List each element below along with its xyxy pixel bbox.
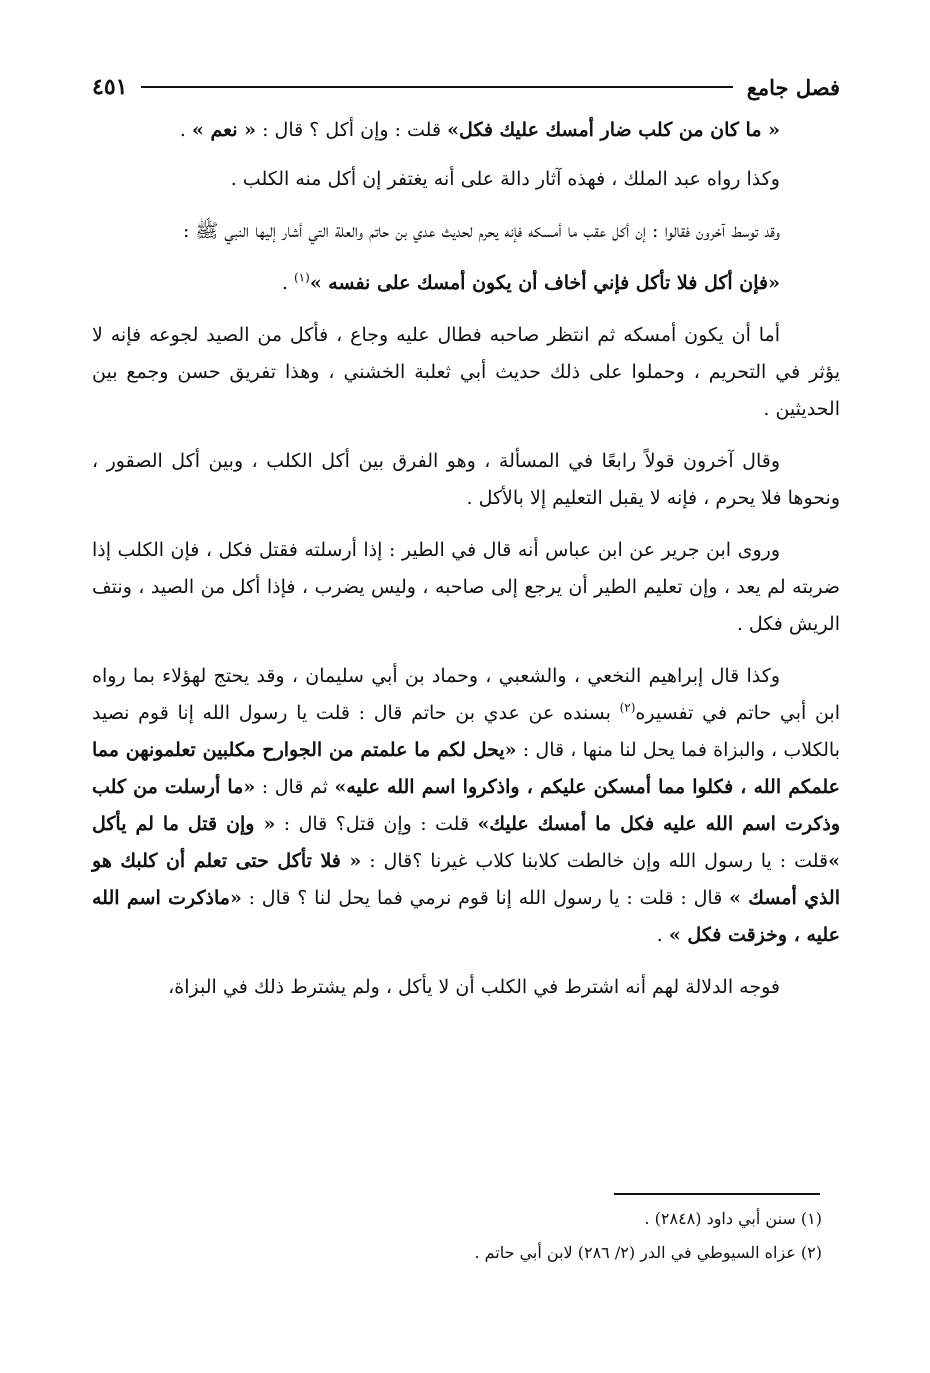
text-run: قال : قلت : يا رسول الله إنا قوم نرمي فما يحل لنا ؟ قال :	[241, 887, 730, 909]
text-run: .	[281, 272, 294, 294]
text-run: قلت : وإن قتل؟ قال :	[275, 813, 478, 835]
hadith-quote: «يحل لكم ما علمتم من الجوارح مكلبين تعلمونهن مما علمكم الله ، فكلوا مما أمسكن عليكم ، واذكروا اسم الله عليه»	[92, 739, 840, 798]
paragraph-2: وكذا رواه عبد الملك ، فهذه آثار دالة على أنه يغتفر إن أكل منه الكلب .	[230, 168, 780, 190]
header-rule	[141, 86, 732, 88]
paragraph-3: وقد توسط آخرون فقالوا : إن أكل عقب ما أمسكه فإنه يحرم لحديث عدي بن حاتم والعلة التي أشار إليها النبي ﷺ :	[182, 220, 780, 242]
paragraph-9: فوجه الدلالة لهم أنه اشترط في الكلب أن لا يأكل ، ولم يشترط ذلك في البزاة،	[168, 976, 780, 998]
text-run: ثم قال :	[255, 776, 335, 798]
paragraph-8	[92, 658, 840, 954]
hadith-quote: « نعم »	[191, 119, 257, 141]
hadith-quote: « فلا تأكل حتى تعلم أن كلبك هو الذي أمسك »	[92, 850, 841, 909]
text-run: قلت : وإن أكل ؟ قال :	[256, 119, 448, 141]
hadith-quote: «فإن أكل فلا تأكل فإني أخاف أن يكون أمسك على نفسه »	[309, 272, 780, 294]
chapter-title: فصل جامع	[746, 74, 840, 100]
hadith-quote: « وإن قتل ما لم يأكل »	[92, 813, 840, 872]
main-text	[92, 112, 840, 1021]
paragraph-1	[92, 112, 840, 149]
text-run: بسنده عن عدي بن حاتم قال : قلت يا رسول الله إنا قوم نصيد بالكلاب ، والبزاة فما يحل لنا منها ، قال :	[92, 702, 840, 761]
hadith-quote: « ما كان من كلب ضار أمسك عليك فكل»	[447, 119, 780, 141]
paragraph-5: أما أن يكون أمسكه ثم انتظر صاحبه فطال عليه وجاع ، فأكل من الصيد لجوعه فإنه لا يؤثر في التحريم ، وحملوا على ذلك حديث أبي ثعلبة الخشني ، وهذا تفريق حسن وجمع بين الحديثين .	[92, 324, 840, 420]
text-run: وكذا قال إبراهيم النخعي ، والشعبي ، وحماد بن أبي سليمان ، وقد يحتج لهؤلاء بما رواه ابن أبي حاتم في تفسيره	[92, 665, 840, 724]
footnote-ref: (١)	[293, 270, 310, 285]
paragraph-4	[92, 265, 840, 302]
footnotes	[92, 1204, 822, 1272]
running-header	[92, 70, 840, 104]
footnote-separator	[614, 1193, 820, 1195]
hadith-quote: «ما أرسلت من كلب وذكرت اسم الله عليه فكل ما أمسك عليك»	[92, 776, 841, 835]
footnote-2: (٢) عزاه السيوطي في الدر (٢/ ٢٨٦) لابن أبي حاتم .	[474, 1243, 822, 1262]
page-number: ٤٥١	[92, 74, 128, 100]
hadith-quote: «ماذكرت اسم الله عليه ، وخزقت فكل »	[92, 887, 840, 946]
text-run: .	[179, 119, 192, 141]
paragraph-7: وروى ابن جرير عن ابن عباس أنه قال في الطير : إذا أرسلته فقتل فكل ، فإن الكلب إذا ضربته لم يعد ، وإن تعليم الطير أن يرجع إلى صاحبه ، وليس يضرب ، فإذا أكل من الصيد ، ونتف الريش فكل .	[92, 539, 840, 635]
footnote-ref: (٢)	[619, 700, 636, 715]
text-run: .	[656, 924, 669, 946]
text-run: قلت : يا رسول الله وإن خالطت كلابنا كلاب غيرنا ؟قال :	[361, 850, 829, 872]
paragraph-6: وقال آخرون قولاً رابعًا في المسألة ، وهو الفرق بين أكل الكلب ، وبين أكل الصقور ، ونحوها فلا يحرم ، فإنه لا يقبل التعليم إلا بالأكل .	[92, 450, 840, 509]
footnote-1: (١) سنن أبي داود (٢٨٤٨) .	[644, 1209, 822, 1228]
